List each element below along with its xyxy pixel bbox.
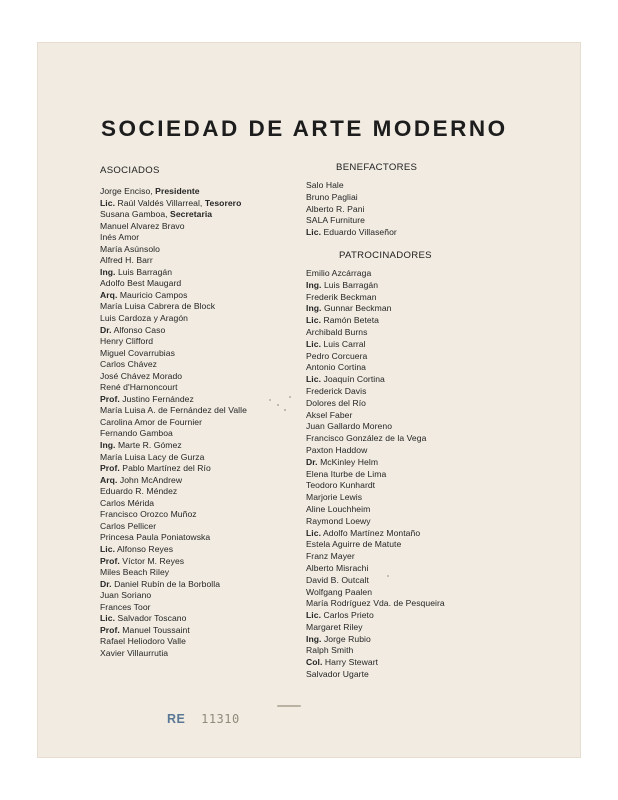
asociados-list <box>100 186 305 659</box>
member-entry <box>100 405 305 417</box>
member-name: Luis Cardoza y Aragón <box>100 313 188 324</box>
member-name: Emilio Azcárraga <box>306 267 372 278</box>
member-title-prefix: Dr. <box>100 578 112 589</box>
member-title-prefix: Arq. <box>100 474 118 485</box>
member-role: Secretaria <box>170 209 213 220</box>
member-name: Jorge Enciso, <box>100 186 153 196</box>
patrocinadores-list <box>306 268 516 681</box>
member-entry <box>306 575 516 587</box>
member-name: Carolina Amor de Fournier <box>100 416 203 427</box>
stamp-number: 11310 <box>201 712 240 726</box>
member-name: Antonio Cortina <box>306 362 366 373</box>
member-name: Pedro Corcuera <box>306 350 368 361</box>
member-name: Manuel Alvarez Bravo <box>100 220 185 231</box>
member-name: Pablo Martínez del Río <box>122 463 211 474</box>
member-name: Alfred H. Barr <box>100 255 153 266</box>
member-role: Tesorero <box>204 197 242 208</box>
member-entry <box>100 394 305 406</box>
right-column <box>306 162 516 681</box>
member-name: María Luisa Lacy de Gurza <box>100 451 205 462</box>
member-entry <box>100 463 305 475</box>
member-name: Manuel Toussaint <box>122 624 190 635</box>
member-entry <box>100 602 305 614</box>
member-name: Dolores del Río <box>306 397 366 408</box>
member-entry <box>306 669 516 681</box>
member-name: José Chávez Morado <box>100 370 183 381</box>
member-title-prefix: Prof. <box>100 624 120 635</box>
ink-speck <box>284 409 286 411</box>
member-name: Mauricio Campos <box>119 289 188 300</box>
member-entry <box>100 532 305 544</box>
member-name: René d'Harnoncourt <box>100 382 178 393</box>
member-name: Marte R. Gómez <box>117 440 182 451</box>
member-entry <box>306 268 516 280</box>
member-name: Wolfgang Paalen <box>306 586 373 597</box>
member-entry <box>306 433 516 445</box>
member-entry <box>306 539 516 551</box>
member-entry <box>306 204 516 216</box>
member-name: Aline Louchheim <box>306 503 371 514</box>
member-title-prefix: Prof. <box>100 463 120 474</box>
member-entry <box>100 625 305 637</box>
member-name: SALA Furniture <box>306 215 365 226</box>
member-name: Carlos Chávez <box>100 359 158 370</box>
member-title-prefix: Lic. <box>306 527 322 538</box>
member-name: Eduardo Villaseñor <box>323 227 397 238</box>
member-name: Justino Fernández <box>122 393 194 404</box>
member-name: Salvador Ugarte <box>306 669 369 680</box>
member-entry <box>100 359 305 371</box>
patrocinadores-heading: PATROCINADORES <box>339 249 432 261</box>
member-entry <box>100 475 305 487</box>
member-name: Frederick Davis <box>306 385 367 396</box>
member-name: Adolfo Martínez Montaño <box>322 527 421 538</box>
member-name: Ramón Beteta <box>323 315 380 326</box>
member-title-prefix: Prof. <box>100 555 120 566</box>
asociados-heading: ASOCIADOS <box>100 165 160 176</box>
member-entry <box>100 325 305 337</box>
member-entry <box>100 371 305 383</box>
member-name: Xavier Villaurrutia <box>100 647 169 658</box>
member-entry <box>100 244 305 256</box>
member-name: Francisco Orozco Muñoz <box>100 509 197 520</box>
member-entry <box>100 486 305 498</box>
member-name: Miguel Covarrubias <box>100 347 175 358</box>
member-name: Joaquín Cortina <box>323 374 385 385</box>
member-role: Presidente <box>155 186 200 196</box>
member-entry <box>100 221 305 233</box>
catalog-stamp <box>167 712 240 726</box>
member-name: Ralph Smith <box>306 645 354 656</box>
member-name: Carlos Pellicer <box>100 520 157 531</box>
member-name: Luis Carral <box>323 338 366 349</box>
member-entry <box>306 657 516 669</box>
member-name: Carlos Prieto <box>323 610 374 621</box>
member-entry <box>306 315 516 327</box>
member-entry <box>100 209 305 221</box>
member-entry <box>306 327 516 339</box>
member-name: Salo Hale <box>306 180 344 190</box>
member-entry <box>100 613 305 625</box>
member-name: Susana Gamboa, <box>100 209 168 220</box>
member-entry <box>100 648 305 660</box>
member-entry <box>100 567 305 579</box>
benefactores-heading: BENEFACTORES <box>336 162 418 173</box>
member-name: McKinley Helm <box>320 456 379 467</box>
member-entry <box>100 267 305 279</box>
member-name: Alfonso Caso <box>113 324 166 335</box>
member-entry <box>306 528 516 540</box>
member-entry <box>306 445 516 457</box>
member-entry <box>306 180 516 192</box>
ink-speck <box>269 399 271 401</box>
member-entry <box>306 215 516 227</box>
member-entry <box>100 556 305 568</box>
member-entry <box>100 198 305 210</box>
member-name: Elena Iturbe de Lima <box>306 468 387 479</box>
member-entry <box>100 590 305 602</box>
member-entry <box>100 290 305 302</box>
member-title-prefix: Ing. <box>100 440 116 451</box>
member-entry <box>306 303 516 315</box>
member-entry <box>100 440 305 452</box>
member-entry <box>306 563 516 575</box>
member-name: Marjorie Lewis <box>306 492 363 503</box>
member-name: Francisco González de la Vega <box>306 433 427 444</box>
member-name: Raúl Valdés Villarreal, <box>117 197 203 208</box>
member-name: Eduardo R. Méndez <box>100 486 178 497</box>
member-entry <box>306 504 516 516</box>
document-page <box>37 42 581 758</box>
member-entry <box>306 227 516 239</box>
member-title-prefix: Prof. <box>100 393 120 404</box>
stamp-code: RE <box>167 712 186 726</box>
member-title-prefix: Arq. <box>100 289 118 300</box>
member-name: Víctor M. Reyes <box>122 555 185 566</box>
member-name: Frances Toor <box>100 601 151 612</box>
member-name: Luis Barragán <box>117 266 173 277</box>
member-name: Estela Aguirre de Matute <box>306 539 402 550</box>
member-name: Paxton Haddow <box>306 444 368 455</box>
member-title-prefix: Ing. <box>306 303 322 314</box>
member-title-prefix: Lic. <box>100 197 116 208</box>
member-entry <box>306 492 516 504</box>
member-name: Raymond Loewy <box>306 515 371 526</box>
member-name: Salvador Toscano <box>117 613 187 624</box>
member-entry <box>306 362 516 374</box>
member-name: Alberto R. Pani <box>306 203 365 214</box>
member-entry <box>100 348 305 360</box>
member-entry <box>100 636 305 648</box>
member-title-prefix: Ing. <box>100 266 116 277</box>
member-title-prefix: Col. <box>306 657 323 668</box>
member-entry <box>306 351 516 363</box>
member-entry <box>306 469 516 481</box>
member-name: David B. Outcalt <box>306 574 369 585</box>
member-entry <box>100 301 305 313</box>
member-title-prefix: Lic. <box>100 543 116 554</box>
member-entry <box>100 544 305 556</box>
member-entry <box>100 278 305 290</box>
member-title-prefix: Dr. <box>306 456 318 467</box>
member-entry <box>100 452 305 464</box>
member-entry <box>306 386 516 398</box>
member-name: María Luisa A. de Fernández del Valle <box>100 405 247 416</box>
member-title-prefix: Dr. <box>100 324 112 335</box>
member-name: Carlos Mérida <box>100 497 155 508</box>
member-name: Alberto Misrachi <box>306 562 369 573</box>
member-entry <box>100 382 305 394</box>
member-entry <box>100 509 305 521</box>
member-name: Franz Mayer <box>306 551 355 562</box>
member-title-prefix: Lic. <box>100 613 116 624</box>
ink-speck <box>289 396 291 398</box>
member-name: Daniel Rubín de la Borbolla <box>114 578 221 589</box>
member-name: Teodoro Kunhardt <box>306 480 376 491</box>
member-title-prefix: Ing. <box>306 633 322 644</box>
member-entry <box>100 313 305 325</box>
member-entry <box>306 551 516 563</box>
member-entry <box>100 336 305 348</box>
member-entry <box>100 579 305 591</box>
member-entry <box>306 192 516 204</box>
member-entry <box>100 498 305 510</box>
member-name: Princesa Paula Poniatowska <box>100 532 211 543</box>
member-entry <box>306 280 516 292</box>
member-name: Bruno Pagliai <box>306 191 358 202</box>
member-name: Rafael Heliodoro Valle <box>100 636 186 647</box>
member-entry <box>306 421 516 433</box>
member-name: María Luisa Cabrera de Block <box>100 301 216 312</box>
member-entry <box>306 339 516 351</box>
member-entry <box>100 428 305 440</box>
member-name: Luis Barragán <box>323 279 379 290</box>
member-entry <box>306 374 516 386</box>
ink-speck <box>387 575 389 577</box>
member-entry <box>306 645 516 657</box>
member-name: Jorge Rubio <box>323 633 371 644</box>
member-name: Gunnar Beckman <box>323 303 392 314</box>
member-name: Juan Soriano <box>100 590 152 601</box>
member-entry <box>306 292 516 304</box>
member-name: Adolfo Best Maugard <box>100 278 182 289</box>
member-name: Harry Stewart <box>324 657 379 668</box>
member-name: Alfonso Reyes <box>116 543 174 554</box>
member-name: María Rodríguez Vda. de Pesqueira <box>306 598 445 609</box>
member-entry <box>306 516 516 528</box>
member-name: Aksel Faber <box>306 409 353 420</box>
member-title-prefix: Lic. <box>306 338 322 349</box>
member-entry <box>306 480 516 492</box>
member-entry <box>100 255 305 267</box>
member-entry <box>306 622 516 634</box>
member-name: Henry Clifford <box>100 336 154 347</box>
member-name: Inés Amor <box>100 232 140 243</box>
member-title-prefix: Lic. <box>306 315 322 326</box>
member-entry <box>306 457 516 469</box>
member-name: Juan Gallardo Moreno <box>306 421 393 432</box>
member-entry <box>100 186 305 198</box>
member-title-prefix: Lic. <box>306 227 322 238</box>
member-entry <box>100 232 305 244</box>
member-title-prefix: Lic. <box>306 610 322 621</box>
member-entry <box>306 398 516 410</box>
page-title: SOCIEDAD DE ARTE MODERNO <box>101 116 508 141</box>
member-name: John McAndrew <box>119 474 183 485</box>
member-entry <box>100 417 305 429</box>
ink-speck <box>277 705 301 707</box>
member-entry <box>306 610 516 622</box>
member-name: María Asúnsolo <box>100 243 160 254</box>
asociados-column <box>100 165 305 659</box>
member-name: Fernando Gamboa <box>100 428 173 439</box>
member-name: Frederik Beckman <box>306 291 377 302</box>
member-entry <box>306 634 516 646</box>
member-name: Miles Beach Riley <box>100 567 170 578</box>
member-name: Archibald Burns <box>306 326 368 337</box>
member-title-prefix: Lic. <box>306 374 322 385</box>
ink-speck <box>277 404 279 406</box>
member-entry <box>306 410 516 422</box>
member-entry <box>100 521 305 533</box>
member-title-prefix: Ing. <box>306 279 322 290</box>
member-entry <box>306 587 516 599</box>
benefactores-list <box>306 180 516 239</box>
member-name: Margaret Riley <box>306 621 363 632</box>
member-entry <box>306 598 516 610</box>
